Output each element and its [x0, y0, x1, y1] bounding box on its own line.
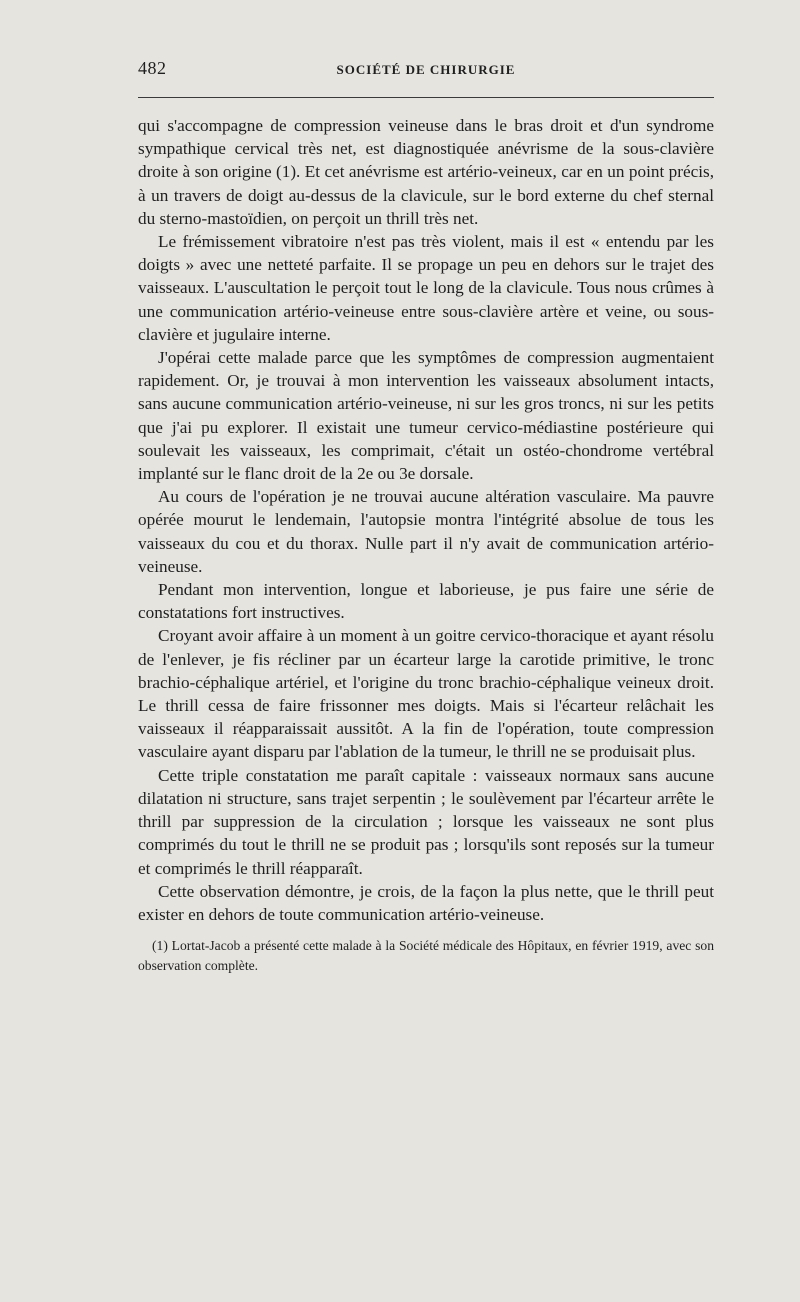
paragraph: Croyant avoir affaire à un moment à un goitre cervico-thoracique et ayant résolu de l'enlever, je fis récliner par un écarteur large la carotide primitive, le tronc brachio-céphalique artériel, et l'origine du tronc brachio-céphalique veineux droit. Le thrill cessa de faire frissonner mes doigts. Mais si l'écarteur relâchait les vaisseaux il réapparaissait aussitôt. A la fin de l'opération, toute compression vasculaire ayant disparu par l'ablation de la tumeur, le thrill ne se produisait plus.: [138, 626, 714, 762]
paragraph: Pendant mon intervention, longue et laborieuse, je pus faire une série de constatations fort instructives.: [138, 580, 714, 623]
paragraph: Cette triple constatation me paraît capitale : vaisseaux normaux sans aucune dilatation ni structure, sans trajet serpentin ; le soulèvement par l'écarteur arrête le thrill par suppression de la circulation ; lorsque les vaisseaux ne sont plus comprimés du tout le thrill ne se produit pas ; lorsqu'ils sont reposés sur la tumeur et comprimés le thrill réapparaît.: [138, 765, 714, 878]
footnote: (1) Lortat-Jacob a présenté cette malade à la Société médicale des Hôpitaux, en février 1919, avec son observation complète.: [138, 938, 714, 974]
page-number: 482: [138, 58, 167, 78]
paragraph: Cette observation démontre, je crois, de la façon la plus nette, que le thrill peut exister en dehors de toute communication artério-veineuse.: [138, 881, 714, 924]
body-text: [138, 114, 714, 926]
header-rule: [138, 97, 714, 98]
paragraph: Le frémissement vibratoire n'est pas très violent, mais il est « entendu par les doigts » avec une netteté parfaite. Il se propage un peu en dehors sur le trajet des vaisseaux. L'auscultation le perçoit tout le long de la clavicule. Tous nous crûmes à une communication artério-veineuse entre sous-clavière artère et veine, ou sous-clavière et jugulaire interne.: [138, 232, 714, 344]
page-header: [138, 58, 714, 86]
running-title: SOCIÉTÉ DE CHIRURGIE: [336, 62, 516, 77]
paragraph: J'opérai cette malade parce que les symptômes de compression augmentaient rapidement. Or, je trouvai à mon intervention les vaisseaux absolument intacts, sans aucune communication artério-veineuse, ni sur les gros troncs, ni sur les petits que j'ai pu explorer. Il existait une tumeur cervico-médiastine postérieure qui soulevait les vaisseaux, les comprimait, c'était un ostéo-chondrome vertébral implanté sur le flanc droit de la 2e ou 3e dorsale.: [138, 348, 714, 484]
paragraph: qui s'accompagne de compression veineuse dans le bras droit et d'un syndrome sympathique cervical très net, est diagnostiquée anévrisme de la sous-clavière droite à son origine (1). Et cet anévrisme est artério-veineux, car en un point précis, à un travers de doigt au-dessus de la clavicule, sur le bord externe du chef sternal du sterno-mastoïdien, on perçoit un thrill très net.: [138, 116, 714, 228]
paragraph: Au cours de l'opération je ne trouvai aucune altération vasculaire. Ma pauvre opérée mourut le lendemain, l'autopsie montra l'intégrité absolue de tous les vaisseaux du cou et du thorax. Nulle part il n'y avait de communication artério-veineuse.: [138, 487, 714, 576]
